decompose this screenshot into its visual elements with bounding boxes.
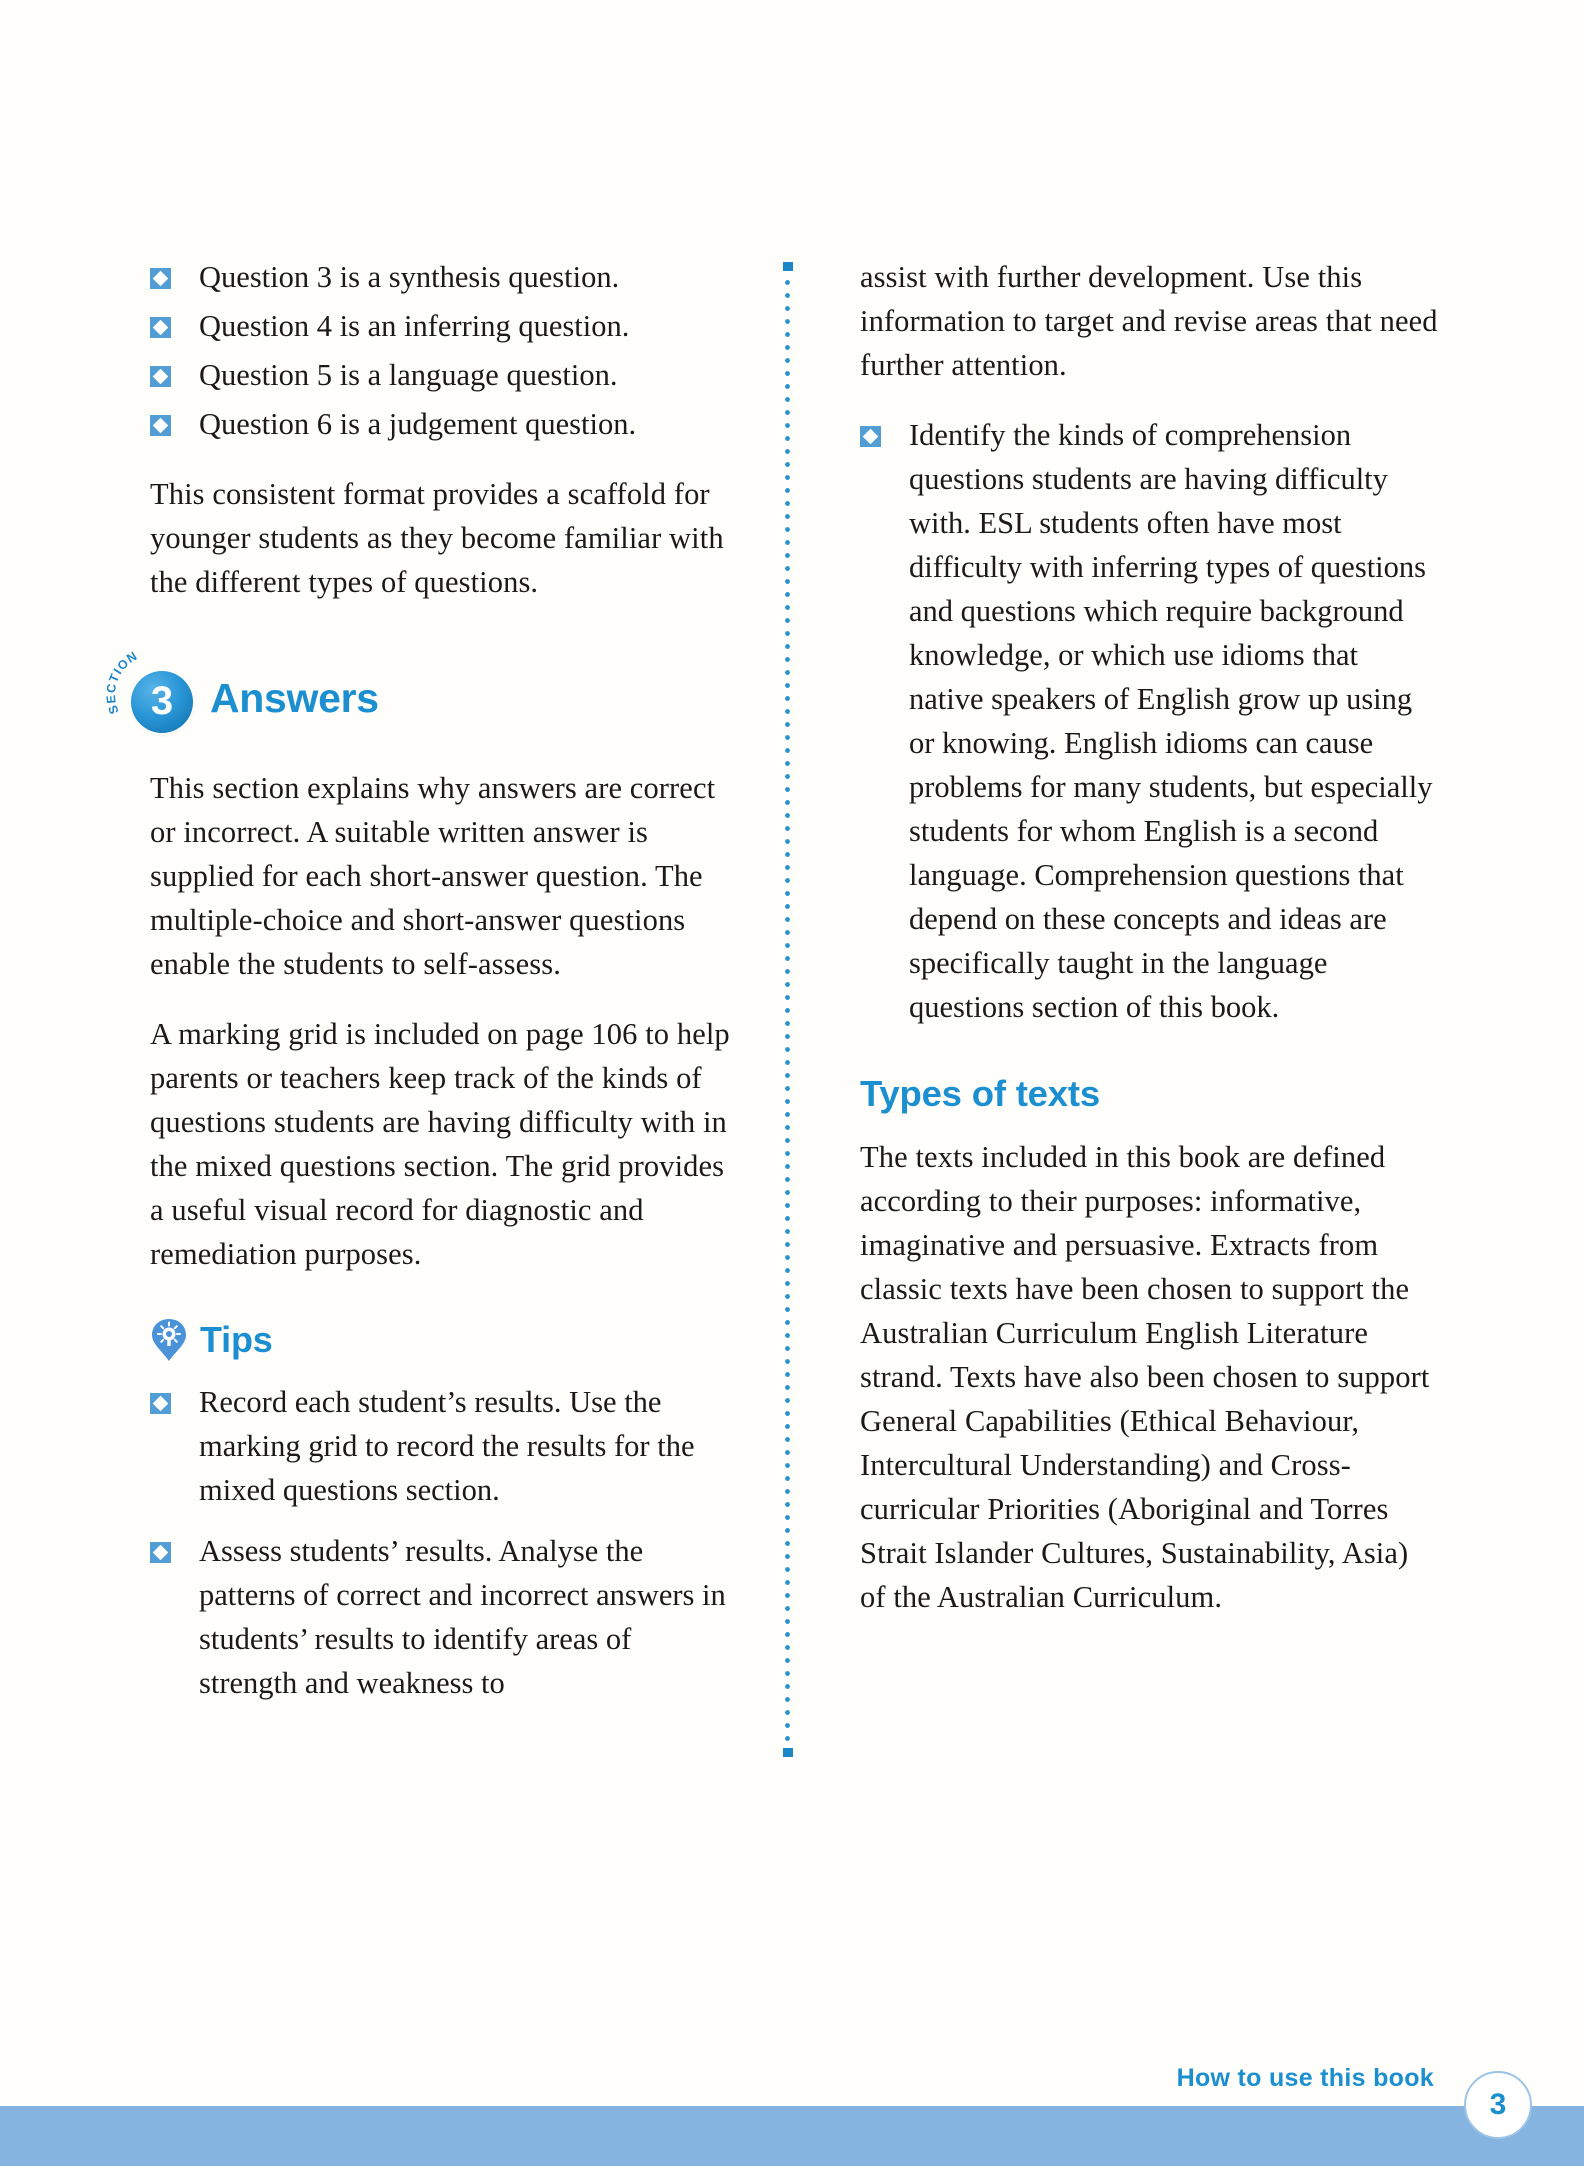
right-column: [772, 255, 1440, 1731]
section-arc-text: SECTION: [103, 648, 141, 716]
list-item-text: Record each student’s results. Use the marking grid to record the results for the mixed questions section.: [199, 1385, 695, 1507]
list-item: [150, 1380, 730, 1512]
continued-paragraph: assist with further development. Use this information to target and revise areas that need further attention.: [860, 260, 1438, 382]
list-item: [150, 353, 730, 397]
lightbulb-icon: [150, 1318, 188, 1362]
list-item-text: Identify the kinds of comprehension questions students are having difficulty with. ESL students often have most difficulty with inferring types of questions and questions which require background knowledge, or which use idioms that native speakers of English grow up using or knowing. English idioms can cause problems for many students, but especially students for whom English is a second language. Comprehension questions that depend on these concepts and ideas are specifically taught in the language questions section of this book.: [909, 418, 1433, 1024]
answers-paragraph-1: This section explains why answers are correct or incorrect. A suitable written answer is supplied for each short-answer question. The multiple-choice and short-answer questions enable the students to self-assess.: [150, 771, 716, 981]
list-item: [150, 255, 730, 299]
intro-paragraph: This consistent format provides a scaffold for younger students as they become familiar with the different types of questions.: [150, 477, 724, 599]
intro-bullet-list: [150, 255, 730, 446]
page-columns: [103, 255, 1440, 1731]
list-item: [150, 402, 730, 446]
answers-paragraph-2: A marking grid is included on page 106 to help parents or teachers keep track of the kinds of questions students are having difficulty with in the mixed questions section. The grid provides a useful visual record for diagnostic and remediation purposes.: [150, 1017, 730, 1271]
list-item: [150, 1529, 730, 1705]
tips-title: Tips: [200, 1319, 273, 1360]
list-item-text: Question 5 is a language question.: [199, 358, 618, 392]
diamond-bullet-icon: [150, 366, 171, 387]
left-column: [103, 255, 772, 1731]
right-bullet-list: [860, 413, 1440, 1029]
diamond-bullet-icon: [150, 268, 171, 289]
tips-heading: [150, 1316, 730, 1364]
diamond-bullet-icon: [150, 317, 171, 338]
badge-number: 3: [150, 679, 174, 723]
list-item-text: Assess students’ results. Analyse the patterns of correct and incorrect answers in students’ results to identify areas of strength and weakness to: [199, 1534, 726, 1700]
list-item-text: Question 3 is a synthesis question.: [199, 260, 620, 294]
types-of-texts-heading: Types of texts: [860, 1073, 1100, 1114]
diamond-bullet-icon: [150, 1393, 171, 1414]
diamond-bullet-icon: [860, 426, 881, 447]
list-item: [860, 413, 1440, 1029]
page-number-badge: 3: [1464, 2071, 1532, 2139]
section-title: Answers: [210, 674, 379, 721]
diamond-bullet-icon: [150, 1542, 171, 1563]
footer-bar: [0, 2106, 1584, 2166]
list-item: [150, 304, 730, 348]
section-badge: [103, 648, 204, 744]
list-item-text: Question 6 is a judgement question.: [199, 407, 637, 441]
footer-label: How to use this book: [1176, 2064, 1434, 2092]
section-heading-answers: [103, 648, 730, 744]
list-item-text: Question 4 is an inferring question.: [199, 309, 630, 343]
tips-bullet-list: [150, 1380, 730, 1705]
divider-cap-bottom: [783, 1748, 793, 1757]
diamond-bullet-icon: [150, 415, 171, 436]
types-of-texts-paragraph: The texts included in this book are defined according to their purposes: informative, imaginative and persuasive. Extracts from classic texts have been chosen to support the Australian Curriculum English Literature strand. Texts have also been chosen to support General Capabilities (Ethical Behaviour, Intercultural Understanding) and Cross-curricular Priorities (Aboriginal and Torres Strait Islander Cultures, Sustainability, Asia) of the Australian Curriculum.: [860, 1140, 1430, 1614]
